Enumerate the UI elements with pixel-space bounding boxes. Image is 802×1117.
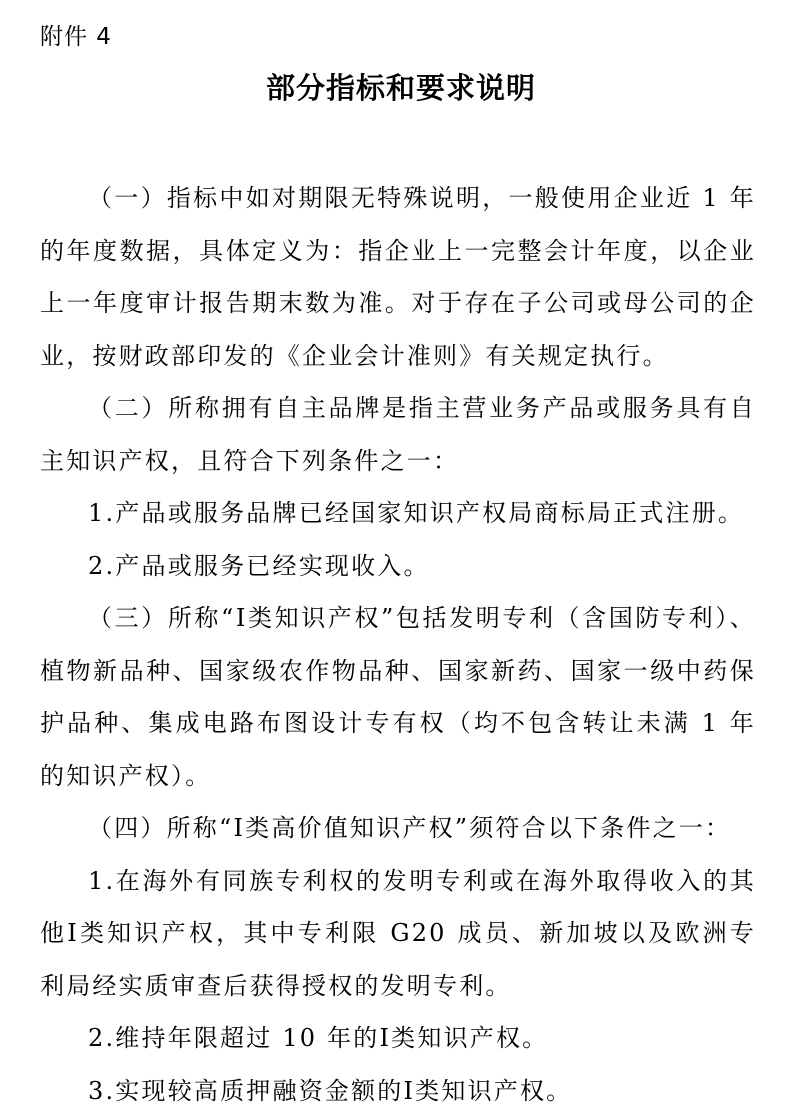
paragraph-class-one-ip: （三）所称“Ⅰ类知识产权”包括发明专利（含国防专利）、植物新品种、国家级农作物品种、国家新药、国家一级中药保护品种、集成电路布图设计专有权（均不包含转让未满 1 年的知识产权）。 [40,592,756,802]
paragraph-high-value-ip: （四）所称“Ⅰ类高价值知识产权”须符合以下条件之一： [40,802,756,855]
paragraph-definition-period: （一）指标中如对期限无特殊说明，一般使用企业近 1 年的年度数据，具体定义为：指企业上一完整会计年度，以企业上一年度审计报告期末数为准。对于存在子公司或母公司的企业，按财政部印发的《企业会计准则》有关规定执行。 [40,172,756,382]
paragraph-own-brand: （二）所称拥有自主品牌是指主营业务产品或服务具有自主知识产权，且符合下列条件之一： [40,382,756,487]
page-title: 部分指标和要求说明 [0,68,802,108]
paragraph-brand-condition-1: 1.产品或服务品牌已经国家知识产权局商标局正式注册。 [40,487,756,540]
annex-label: 附件 4 [40,22,112,52]
paragraph-brand-condition-2: 2.产品或服务已经实现收入。 [40,540,756,593]
paragraph-high-value-condition-1: 1.在海外有同族专利权的发明专利或在海外取得收入的其他Ⅰ类知识产权，其中专利限 G20 成员、新加坡以及欧洲专利局经实质审查后获得授权的发明专利。 [40,855,756,1013]
paragraph-high-value-condition-2: 2.维持年限超过 10 年的Ⅰ类知识产权。 [40,1012,756,1065]
document-body [40,172,756,1117]
paragraph-high-value-condition-3: 3.实现较高质押融资金额的Ⅰ类知识产权。 [40,1065,756,1117]
